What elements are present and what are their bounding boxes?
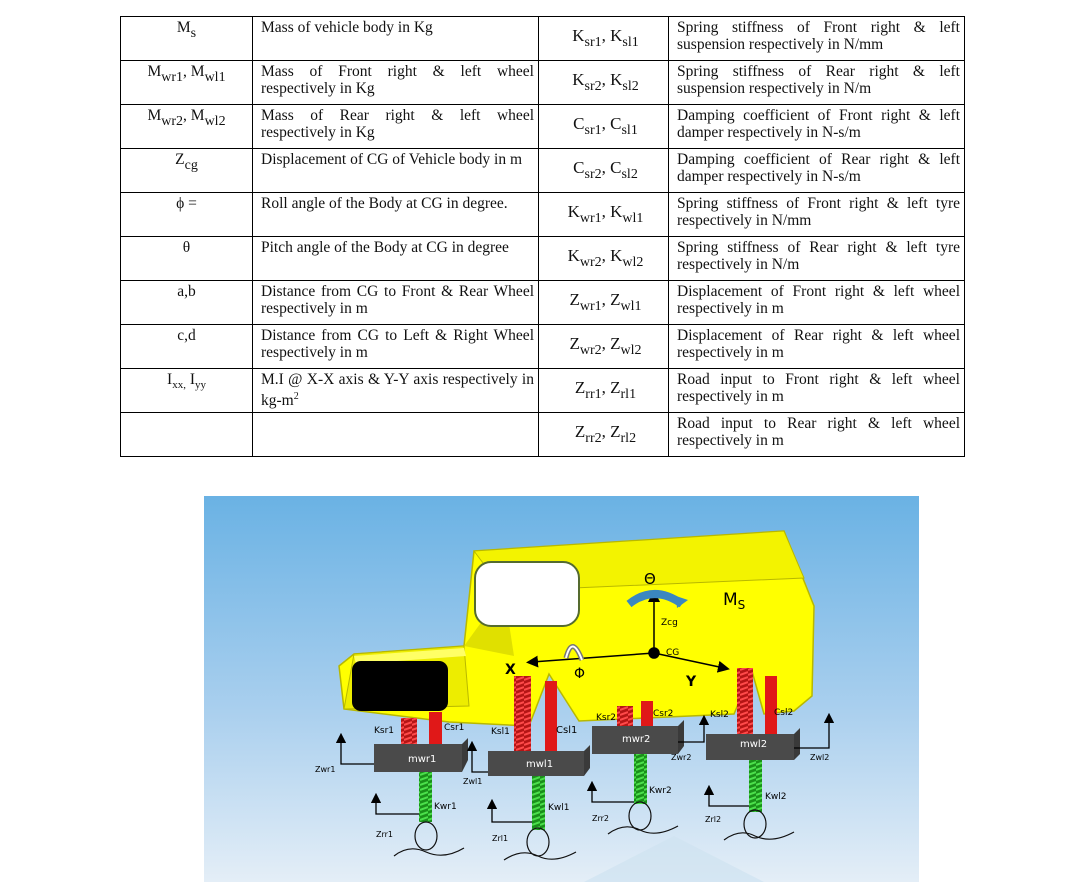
- table-row: [121, 237, 965, 281]
- symbol-separator: I: [185, 371, 195, 388]
- table-row: [121, 281, 965, 325]
- description-cell: [253, 105, 539, 149]
- description-cell: [253, 281, 539, 325]
- symbol-cell: [539, 413, 669, 457]
- symbol-main: I: [167, 371, 173, 388]
- subscript: xx,: [172, 379, 186, 391]
- symbol-cell: [539, 149, 669, 193]
- csr2-label: Csr2: [653, 709, 674, 719]
- description-cell: [669, 369, 965, 413]
- description-cell: [253, 193, 539, 237]
- csl1-label: Csl1: [556, 725, 578, 736]
- subscript: wr1: [579, 299, 602, 314]
- description-cell: [669, 149, 965, 193]
- subscript: sl2: [622, 79, 639, 94]
- symbol-separator: , Z: [601, 422, 621, 441]
- description-cell: [669, 413, 965, 457]
- symbol-cell: [539, 193, 669, 237]
- theta-label: Θ: [644, 570, 656, 588]
- subscript: wl1: [620, 299, 642, 314]
- subscript: wl1: [204, 70, 226, 85]
- symbol-cell: [539, 369, 669, 413]
- symbol-main: Z: [569, 290, 580, 309]
- subscript: wr2: [579, 343, 602, 358]
- zwr2-label: Zwr2: [671, 753, 692, 762]
- description-cell: [669, 17, 965, 61]
- symbol-main: K: [567, 246, 580, 265]
- kwl2-label: Kwl2: [765, 792, 787, 802]
- symbol-main: K: [567, 202, 580, 221]
- description-cell: [253, 149, 539, 193]
- vehicle-model-figure: [204, 496, 919, 882]
- symbol-cell: [121, 413, 253, 457]
- table-row: [121, 325, 965, 369]
- mwl2-label: mwl2: [740, 739, 768, 750]
- zcg-label: Zcg: [661, 618, 678, 628]
- description-text: M.I @ X-X axis & Y-Y axis respectively in kg-m: [261, 371, 534, 409]
- symbol-separator: , Z: [601, 290, 621, 309]
- symbol-cell: [121, 61, 253, 105]
- description-text: Spring stiffness of Rear right & left suspension respectively in N/m: [677, 63, 960, 97]
- description-cell: [669, 281, 965, 325]
- kwr1-label: Kwr1: [434, 802, 457, 812]
- symbol-cell: [121, 193, 253, 237]
- symbol-main: θ: [182, 239, 191, 256]
- description-text: Distance from CG to Front & Rear Wheel respectively in m: [261, 283, 534, 317]
- kwl1-label: Kwl1: [548, 803, 570, 813]
- superscript: 2: [293, 391, 299, 402]
- symbol-main: C: [573, 114, 585, 133]
- zrl2-label: Zrl2: [705, 815, 722, 824]
- subscript: wr2: [579, 255, 602, 270]
- symbol-cell: [121, 237, 253, 281]
- symbol-main: M: [176, 19, 191, 36]
- description-cell: [669, 237, 965, 281]
- description-text: Displacement of Front right & left wheel respectively in m: [677, 283, 960, 317]
- symbol-main: a,b: [177, 283, 196, 300]
- description-text: Displacement of CG of Vehicle body in m: [261, 151, 523, 168]
- subscript: rl1: [620, 387, 637, 402]
- symbol-cell: [121, 281, 253, 325]
- symbol-main: Z: [175, 151, 185, 168]
- description-cell: [669, 325, 965, 369]
- symbol-cell: [539, 237, 669, 281]
- symbol-cell: [121, 105, 253, 149]
- subscript: wl2: [204, 114, 226, 129]
- mwl1-label: mwl1: [526, 759, 554, 770]
- description-text: Pitch angle of the Body at CG in degree: [261, 239, 509, 256]
- symbol-cell: [539, 325, 669, 369]
- subscript: yy: [194, 379, 206, 391]
- subscript: sr1: [584, 35, 602, 50]
- description-cell: [669, 105, 965, 149]
- symbol-main: K: [572, 70, 585, 89]
- subscript: rr2: [585, 431, 602, 446]
- subscript: rl2: [620, 431, 637, 446]
- description-text: Mass of vehicle body in Kg: [261, 19, 433, 36]
- description-text: Road input to Front right & left wheel respectively in m: [677, 371, 960, 405]
- y-axis-label: Y: [686, 674, 697, 690]
- description-text: Road input to Rear right & left wheel respectively in m: [677, 415, 960, 449]
- description-text: Spring stiffness of Front right & left tyre respectively in N/mm: [677, 195, 960, 229]
- symbol-main: Z: [569, 334, 580, 353]
- ms-label: $M_S$: [723, 590, 746, 612]
- nomenclature-table: [120, 16, 965, 457]
- symbol-cell: [539, 61, 669, 105]
- subscript: cg: [184, 158, 198, 173]
- description-text: Mass of Rear right & left wheel respectively in Kg: [261, 107, 534, 141]
- description-cell: [253, 237, 539, 281]
- csl2-label: Csl2: [774, 708, 794, 718]
- description-cell: [253, 61, 539, 105]
- symbol-separator: , C: [601, 114, 622, 133]
- zwl2-label: Zwl2: [810, 753, 830, 762]
- description-cell: [669, 61, 965, 105]
- subscript: sl1: [622, 35, 639, 50]
- description-text: Damping coefficient of Rear right & left damper respectively in N-s/m: [677, 151, 960, 185]
- description-text: Distance from CG to Left & Right Wheel respectively in m: [261, 327, 534, 361]
- table-row: [121, 61, 965, 105]
- subscript: s: [190, 26, 197, 41]
- front-window: [352, 661, 448, 711]
- description-text: Displacement of Rear right & left wheel respectively in m: [677, 327, 960, 361]
- ksl2-label: Ksl2: [710, 710, 729, 720]
- description-text: Roll angle of the Body at CG in degree.: [261, 195, 508, 212]
- subscript: sl1: [621, 123, 638, 138]
- symbol-main: Z: [574, 422, 586, 441]
- subscript: wl2: [622, 255, 644, 270]
- subscript: sr1: [584, 123, 602, 138]
- subscript: sr2: [584, 79, 602, 94]
- subscript: wr2: [161, 114, 184, 129]
- symbol-separator: , K: [601, 26, 623, 45]
- symbol-main: c,d: [177, 327, 196, 344]
- description-cell: [253, 413, 539, 457]
- mwr2-label: mwr2: [622, 734, 651, 745]
- zrl1-label: Zrl1: [492, 834, 509, 843]
- table-row: [121, 369, 965, 413]
- symbol-separator: , K: [601, 246, 623, 265]
- table-row: [121, 413, 965, 457]
- phi-label: Φ: [574, 666, 586, 682]
- x-axis-label: X: [505, 662, 516, 678]
- symbol-separator: , Z: [601, 334, 621, 353]
- symbol-main: ϕ =: [176, 195, 197, 212]
- symbol-separator: , C: [601, 158, 622, 177]
- symbol-main: K: [572, 26, 585, 45]
- subscript: wr1: [579, 211, 602, 226]
- table-row: [121, 105, 965, 149]
- ksr1-label: Ksr1: [374, 726, 395, 736]
- symbol-separator: , M: [183, 107, 205, 124]
- side-window: [475, 562, 579, 626]
- symbol-cell: [121, 17, 253, 61]
- description-text: Spring stiffness of Rear right & left tyre respectively in N/m: [677, 239, 960, 273]
- symbol-cell: [539, 17, 669, 61]
- description-cell: [253, 325, 539, 369]
- description-cell: [253, 17, 539, 61]
- kwr2-label: Kwr2: [649, 786, 672, 796]
- zwr1-label: Zwr1: [315, 765, 336, 774]
- csr1-label: Csr1: [444, 723, 465, 733]
- cg-label: CG: [666, 648, 680, 658]
- table-row: [121, 17, 965, 61]
- zwl1-label: Zwl1: [463, 777, 483, 786]
- ksl1-label: Ksl1: [491, 727, 510, 737]
- subscript: wr1: [161, 70, 184, 85]
- description-cell: [669, 193, 965, 237]
- symbol-cell: [121, 369, 253, 413]
- symbol-main: M: [147, 107, 162, 124]
- symbol-main: C: [573, 158, 585, 177]
- zrr2-label: Zrr2: [592, 814, 610, 823]
- symbol-main: M: [147, 63, 162, 80]
- subscript: sr2: [584, 167, 602, 182]
- symbol-separator: , K: [601, 70, 623, 89]
- description-text: Mass of Front right & left wheel respectively in Kg: [261, 63, 534, 97]
- zrr1-label: Zrr1: [376, 830, 394, 839]
- mwr1-label: mwr1: [408, 754, 437, 765]
- symbol-cell: [539, 105, 669, 149]
- description-cell: [253, 369, 539, 413]
- subscript: wl1: [622, 211, 644, 226]
- symbol-cell: [121, 325, 253, 369]
- table-row: [121, 149, 965, 193]
- symbol-separator: , K: [601, 202, 623, 221]
- symbol-separator: , M: [183, 63, 205, 80]
- subscript: wl2: [620, 343, 642, 358]
- symbol-cell: [539, 281, 669, 325]
- subscript: sl2: [621, 167, 638, 182]
- subscript: rr1: [585, 387, 602, 402]
- symbol-separator: , Z: [601, 378, 621, 397]
- description-text: Damping coefficient of Front right & left damper respectively in N-s/m: [677, 107, 960, 141]
- ksr2-label: Ksr2: [596, 713, 617, 723]
- symbol-main: Z: [574, 378, 586, 397]
- description-text: Spring stiffness of Front right & left suspension respectively in N/mm: [677, 19, 960, 53]
- table-row: [121, 193, 965, 237]
- symbol-cell: [121, 149, 253, 193]
